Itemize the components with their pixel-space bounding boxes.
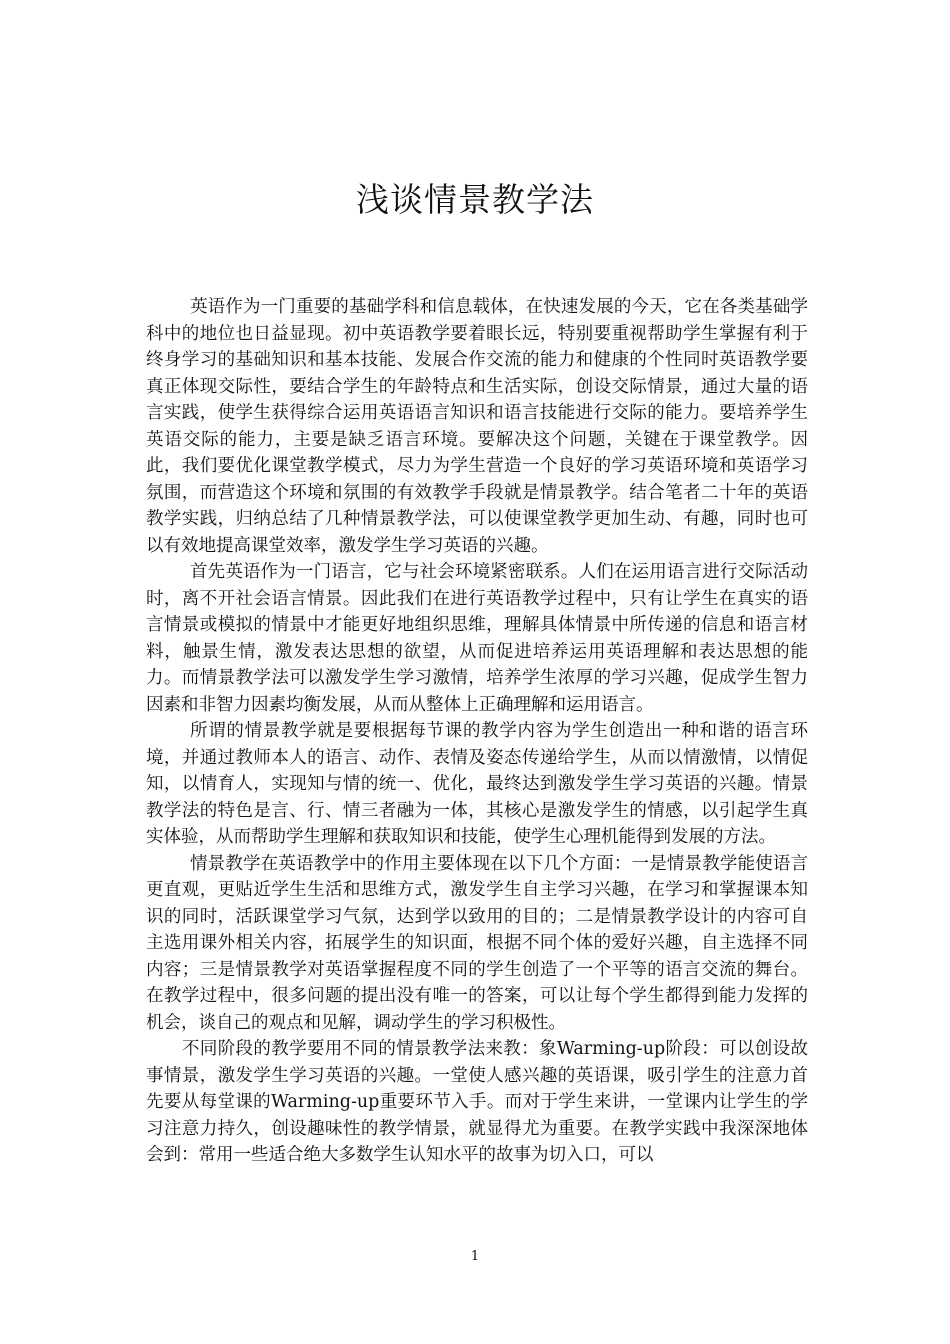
paragraph: 所谓的情景教学就是要根据每节课的教学内容为学生创造出一种和谐的语言环境，并通过教师本人的语言、动作、表情及姿态传递给学生，从而以情激情，以情促知，以情育人，实现知与情的统一、优化，最终达到激发学生学习英语的兴趣。情景教学法的特色是言、行、情三者融为一体，其核心是激发学生的情感，以引起学生真实体验，从而帮助学生理解和获取知识和技能，使学生心理机能得到发展的方法。 bbox=[146, 721, 808, 847]
page-number: 1 bbox=[470, 1249, 480, 1264]
paragraph: 首先英语作为一门语言，它与社会环境紧密联系。人们在运用语言进行交际活动时，离不开社会语言情景。因此我们在进行英语教学过程中，只有让学生在真实的语言情景或模拟的情景中才能更好地组织思维，理解具体情景中所传递的信息和语言材料，触景生情，激发表达思想的欲望，从而促进培养运用英语理解和表达思想的能力。而情景教学法可以激发学生学习激情，培养学生浓厚的学习兴趣，促成学生智力因素和非智力因素均衡发展，从而从整体上正确理解和运用语言。 bbox=[146, 562, 808, 715]
document-body bbox=[146, 294, 808, 1169]
paragraph: 情景教学在英语教学中的作用主要体现在以下几个方面：一是情景教学能使语言更直观，更贴近学生生活和思维方式，激发学生自主学习兴趣，在学习和掌握课本知识的同时，活跃课堂学习气氛，达到学以致用的目的；二是情景教学设计的内容可自主选用课外相关内容，拓展学生的知识面，根据不同个体的爱好兴趣，自主选择不同内容；三是情景教学对英语掌握程度不同的学生创造了一个平等的语言交流的舞台。在教学过程中，很多问题的提出没有唯一的答案，可以让每个学生都得到能力发挥的机会，谈自己的观点和见解，调动学生的学习积极性。 bbox=[146, 853, 808, 1033]
paragraph: 不同阶段的教学要用不同的情景教学法来教：象Warming-up阶段：可以创设故事情景，激发学生学习英语的兴趣。一堂使人感兴趣的英语课，吸引学生的注意力首先要从每堂课的Warming-up重要环节入手。而对于学生来讲，一堂课内让学生的学习注意力持久，创设趣味性的教学情景，就显得尤为重要。在教学实践中我深深地体会到：常用一些适合绝大多数学生认知水平的故事为切入口，可以 bbox=[146, 1039, 808, 1165]
paragraph: 英语作为一门重要的基础学科和信息载体，在快速发展的今天，它在各类基础学科中的地位也日益显现。初中英语教学要着眼长远，特别要重视帮助学生掌握有利于终身学习的基础知识和基本技能、发展合作交流的能力和健康的个性同时英语教学要真正体现交际性，要结合学生的年龄特点和生活实际，创设交际情景，通过大量的语言实践，使学生获得综合运用英语语言知识和语言技能进行交际的能力。要培养学生英语交际的能力，主要是缺乏语言环境。要解决这个问题，关键在于课堂教学。因此，我们要优化课堂教学模式，尽力为学生营造一个良好的学习英语环境和英语学习氛围，而营造这个环境和氛围的有效教学手段就是情景教学。结合笔者二十年的英语教学实践，归纳总结了几种情景教学法，可以使课堂教学更加生动、有趣，同时也可以有效地提高课堂效率，激发学生学习英语的兴趣。 bbox=[146, 297, 808, 556]
document-title: 浅谈情景教学法 bbox=[356, 180, 594, 219]
